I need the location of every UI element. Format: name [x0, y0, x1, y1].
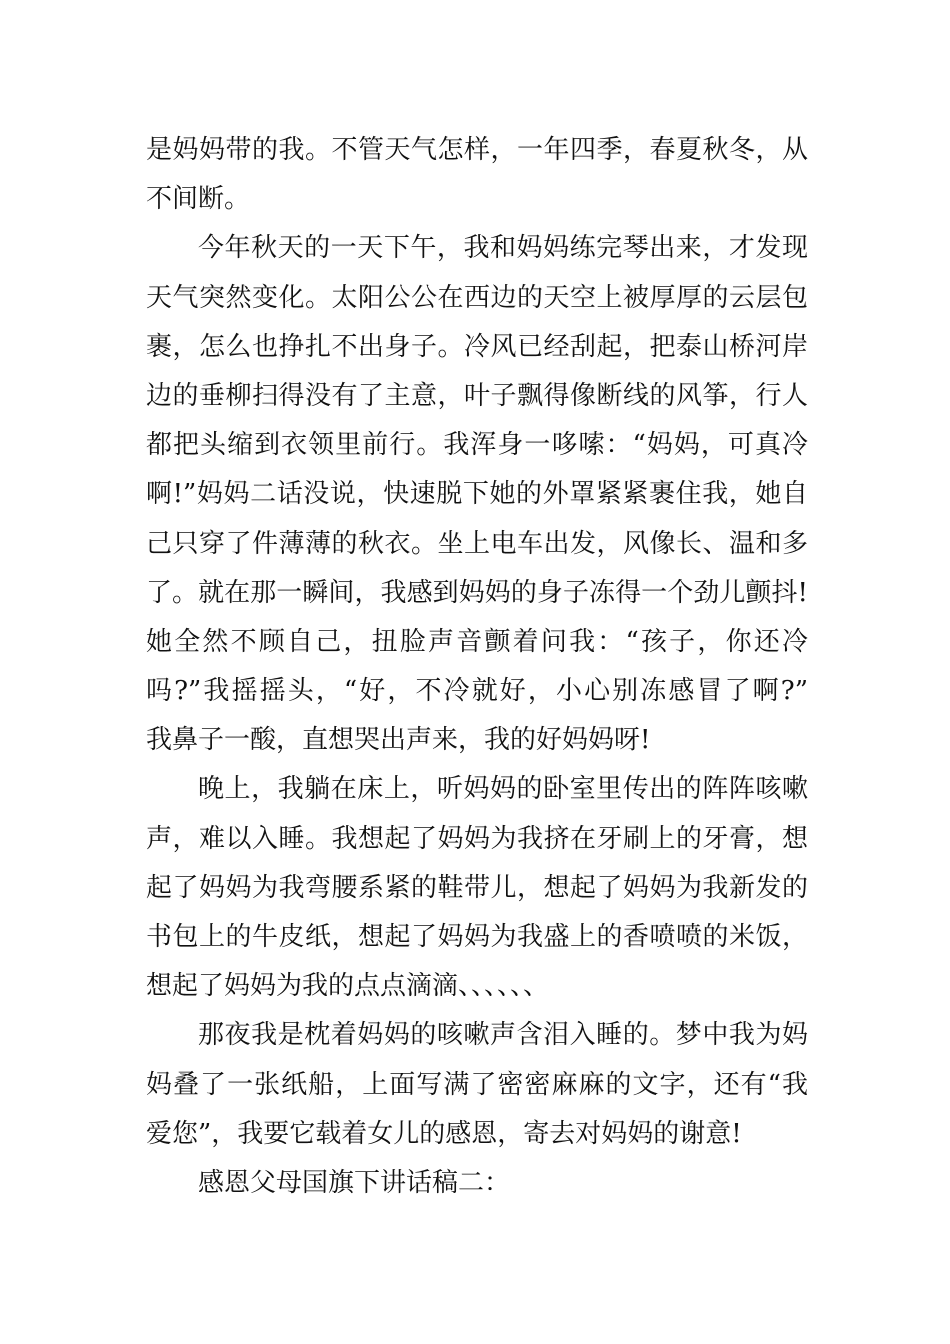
- text-line: 我鼻子一酸，直想哭出声来，我的好妈妈呀!: [146, 725, 651, 756]
- text-line: 起了妈妈为我弯腰系紧的鞋带儿，想起了妈妈为我新发的: [146, 872, 808, 903]
- text-line: 书包上的牛皮纸，想起了妈妈为我盛上的香喷喷的米饭，: [146, 922, 808, 952]
- text-line: 都把头缩到衣领里前行。我浑身一哆嗦：“妈妈，可真冷: [146, 430, 808, 461]
- document-body: [146, 126, 808, 1208]
- text-line: 她全然不顾自己，扭脸声音颤着问我：“孩子，你还冷: [146, 626, 808, 657]
- text-line: 啊!”妈妈二话没说，快速脱下她的外罩紧紧裹住我，她自: [146, 479, 808, 510]
- paragraph-first-line: 晚上，我躺在床上，听妈妈的卧室里传出的阵阵咳嗽: [198, 774, 808, 805]
- text-line: 不间断。: [146, 184, 251, 215]
- text-line: 声，难以入睡。我想起了妈妈为我挤在牙刷上的牙膏，想: [146, 823, 808, 854]
- text-line: 妈叠了一张纸船，上面写满了密密麻麻的文字，还有“我: [146, 1069, 808, 1100]
- text-line: 了。就在那一瞬间，我感到妈妈的身子冻得一个劲儿颤抖!: [146, 577, 808, 608]
- text-line: 天气突然变化。太阳公公在西边的天空上被厚厚的云层包: [146, 282, 808, 313]
- text-line: 爱您”，我要它载着女儿的感恩，寄去对妈妈的谢意!: [146, 1118, 742, 1149]
- text-line: 是妈妈带的我。不管天气怎样，一年四季，春夏秋冬，从: [146, 135, 808, 165]
- section-heading: 感恩父母国旗下讲话稿二：: [198, 1167, 511, 1198]
- text-line: 边的垂柳扫得没有了主意，叶子飘得像断线的风筝，行人: [146, 380, 808, 411]
- text-line: 想起了妈妈为我的点点滴滴、、、、、、: [146, 971, 550, 1002]
- text-line: 己只穿了件薄薄的秋衣。坐上电车出发，风像长、温和多: [146, 528, 808, 559]
- paragraph-first-line: 那夜我是枕着妈妈的咳嗽声含泪入睡的。梦中我为妈: [198, 1020, 808, 1051]
- paragraph-first-line: 今年秋天的一天下午，我和妈妈练完琴出来，才发现: [198, 233, 808, 264]
- text-line: 吗?”我摇摇头，“好，不冷就好，小心别冻感冒了啊?”: [146, 676, 808, 707]
- text-line: 裹，怎么也挣扎不出身子。冷风已经刮起，把泰山桥河岸: [146, 331, 808, 362]
